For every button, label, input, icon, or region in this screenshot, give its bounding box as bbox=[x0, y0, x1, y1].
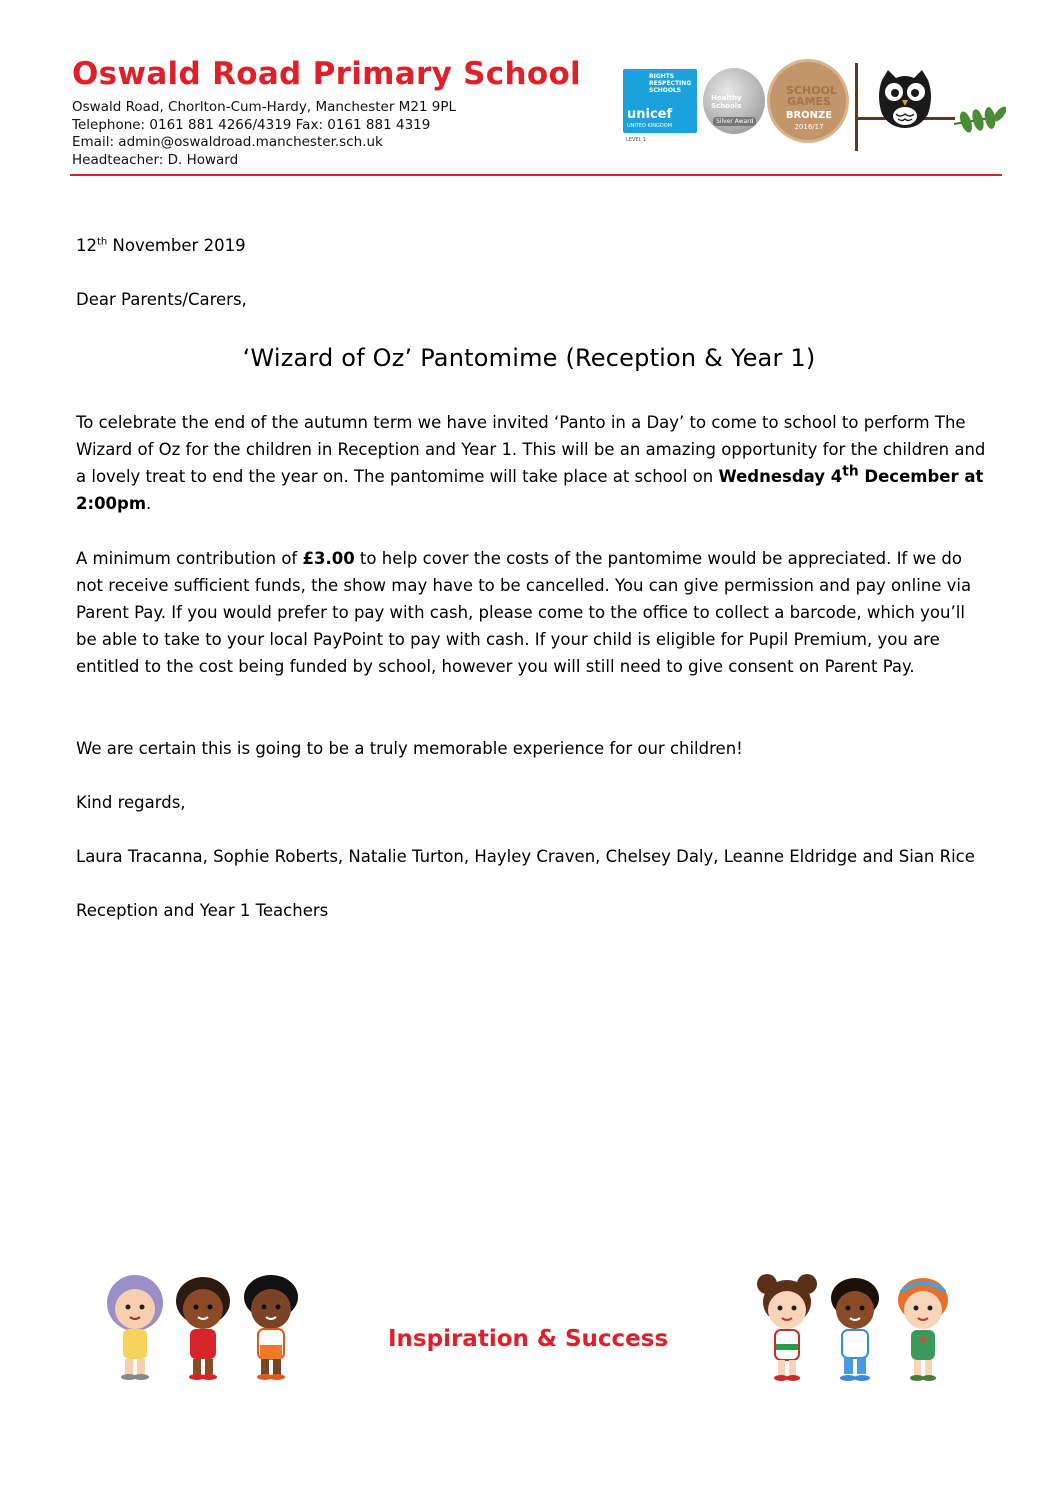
paragraph-closing: We are certain this is going to be a truly memorable experience for our children! bbox=[76, 739, 743, 758]
headteacher: Headteacher: D. Howard bbox=[72, 151, 239, 168]
school-games-badge bbox=[767, 59, 849, 143]
school-address: Oswald Road, Chorlton-Cum-Hardy, Manchester M21 9PL bbox=[72, 99, 457, 115]
event-date-suffix: th bbox=[842, 463, 859, 480]
date-suffix: th bbox=[97, 236, 108, 248]
paragraph-intro-end: . bbox=[146, 494, 152, 513]
contribution-amount: £3.00 bbox=[302, 549, 355, 568]
payment-text-b: to help cover the costs of the pantomime would be appreciated. If we do not receive sufficient funds, the show may have to be cancelled. You can give permission and pay online via Parent Pay. If you would prefer to pay with cash, please come to the office to collect a barcode, which you’ll be able to take to your local PayPoint to pay with cash. If your child is eligible for Pupil Premium, you are entitled to the cost being funded by school, however you will still need to give consent on Parent Pay. bbox=[76, 549, 972, 676]
letter-title: ‘Wizard of Oz’ Pantomime (Reception & Year 1) bbox=[242, 344, 816, 372]
payment-text-a: A minimum contribution of bbox=[76, 549, 303, 568]
event-date-bold-a: Wednesday 4 bbox=[718, 467, 843, 486]
kind-regards: Kind regards, bbox=[76, 793, 186, 812]
school-motto: Inspiration & Success bbox=[388, 1326, 669, 1352]
school-games-level: BRONZE bbox=[785, 110, 833, 121]
school-games-title: SCHOOL GAMES bbox=[786, 84, 837, 108]
date-rest: November 2019 bbox=[107, 236, 246, 255]
healthy-schools-badge bbox=[703, 68, 765, 134]
rrs-badge-heading: RIGHTS RESPECTING SCHOOLS bbox=[649, 73, 692, 94]
owl-logo-icon bbox=[874, 66, 936, 132]
header-rule bbox=[70, 174, 1002, 176]
salutation: Dear Parents/Carers, bbox=[76, 290, 247, 309]
school-games-year: 2016/17 bbox=[794, 123, 824, 131]
rrs-badge-country: UNITED KINGDOM bbox=[627, 123, 672, 129]
signers: Laura Tracanna, Sophie Roberts, Natalie Turton, Hayley Craven, Chelsey Daly, Leanne Eldridge and Sian Rice bbox=[76, 847, 975, 866]
school-telephone: Telephone: 0161 881 4266/4319 Fax: 0161 881 4319 bbox=[72, 116, 431, 133]
logo-divider bbox=[855, 63, 858, 151]
leaf-branch-icon bbox=[952, 100, 1006, 140]
letter-date bbox=[76, 236, 246, 255]
children-illustration-left-icon bbox=[95, 1265, 315, 1385]
signers-role: Reception and Year 1 Teachers bbox=[76, 901, 329, 920]
date-day: 12 bbox=[76, 236, 97, 255]
school-email: Email: admin@oswaldroad.manchester.sch.uk bbox=[72, 134, 383, 150]
paragraph-intro bbox=[76, 409, 986, 517]
paragraph-payment bbox=[76, 545, 986, 680]
school-name: Oswald Road Primary School bbox=[72, 56, 581, 92]
children-illustration-right-icon bbox=[745, 1268, 965, 1388]
rights-respecting-schools-badge bbox=[623, 69, 697, 133]
healthy-schools-label: Healthy Schools bbox=[711, 94, 742, 110]
paragraph-intro-text: To celebrate the end of the autumn term we have invited ‘Panto in a Day’ to come to school to perform The Wizard of Oz for the children in Reception and Year 1. This will be an amazing opportunity for the children and a lovely treat to end the year on. The pantomime will take place at school on bbox=[76, 413, 986, 486]
rrs-badge-unicef: unicef bbox=[627, 107, 673, 122]
healthy-schools-award: Silver Award bbox=[713, 117, 756, 126]
contact-block bbox=[72, 99, 456, 169]
rrs-badge-level: LEVEL 1 bbox=[626, 137, 647, 143]
event-date-bold-b: December at 2:00pm bbox=[76, 467, 984, 513]
